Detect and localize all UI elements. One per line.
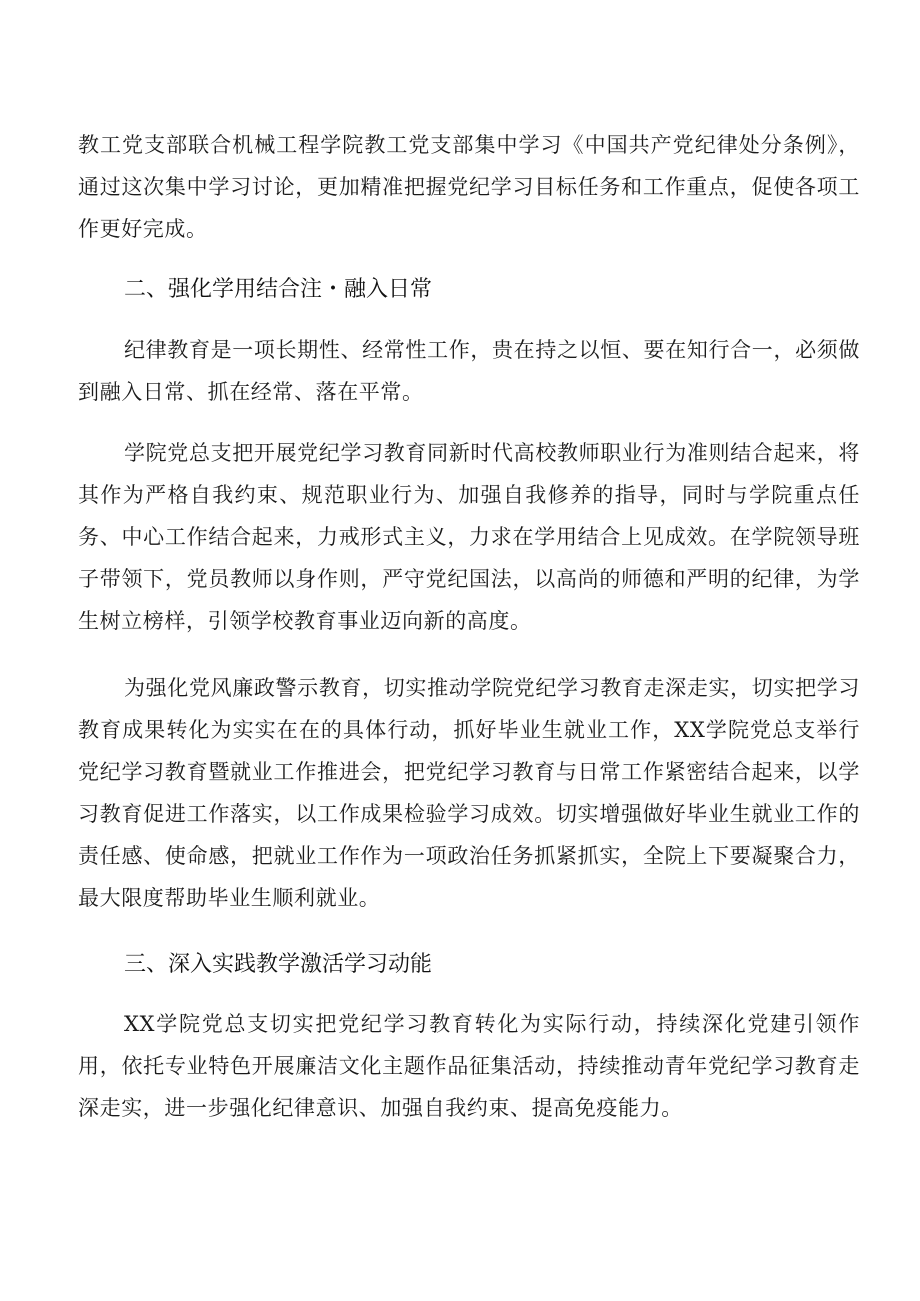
paragraph-discipline: 纪律教育是一项长期性、经常性工作，贵在持之以恒、要在知行合一，必须做到融入日常、抓在经常、落在平常。 <box>78 338 860 404</box>
paragraph-warning-education: 为强化党风廉政警示教育，切实推动学院党纪学习教育走深走实，切实把学习教育成果转化为实实在在的具体行动，抓好毕业生就业工作，XX学院党总支举行党纪学习教育暨就业工作推进会，把党纪学习教育与日常工作紧密结合起来，以学习教育促进工作落实，以工作成果检验学习成效。切实增强做好毕业生就业工作的责任感、使命感，把就业工作作为一项政治任务抓紧抓实，全院上下要凝聚合力，最大限度帮助毕业生顺利就业。 <box>78 676 860 910</box>
paragraph-intro: 教工党支部联合机械工程学院教工党支部集中学习《中国共产党纪律处分条例》，通过这次集中学习讨论，更加精准把握党纪学习目标任务和工作重点，促使各项工作更好完成。 <box>78 133 860 241</box>
section-heading-3: 三、深入实践教学激活学习动能 <box>124 952 433 977</box>
paragraph-practice: XX学院党总支切实把党纪学习教育转化为实际行动，持续深化党建引领作用，依托专业特色开展廉洁文化主题作品征集活动，持续推动青年党纪学习教育走深走实，进一步强化纪律意识、加强自我约束、提高免疫能力。 <box>78 1012 860 1120</box>
section-heading-2: 二、强化学用结合注・融入日常 <box>124 277 433 302</box>
paragraph-college-branch: 学院党总支把开展党纪学习教育同新时代高校教师职业行为准则结合起来，将其作为严格自我约束、规范职业行为、加强自我修养的指导，同时与学院重点任务、中心工作结合起来，力戒形式主义，力求在学用结合上见成效。在学院领导班子带领下，党员教师以身作则，严守党纪国法，以高尚的师德和严明的纪律，为学生树立榜样，引领学校教育事业迈向新的高度。 <box>78 441 860 633</box>
